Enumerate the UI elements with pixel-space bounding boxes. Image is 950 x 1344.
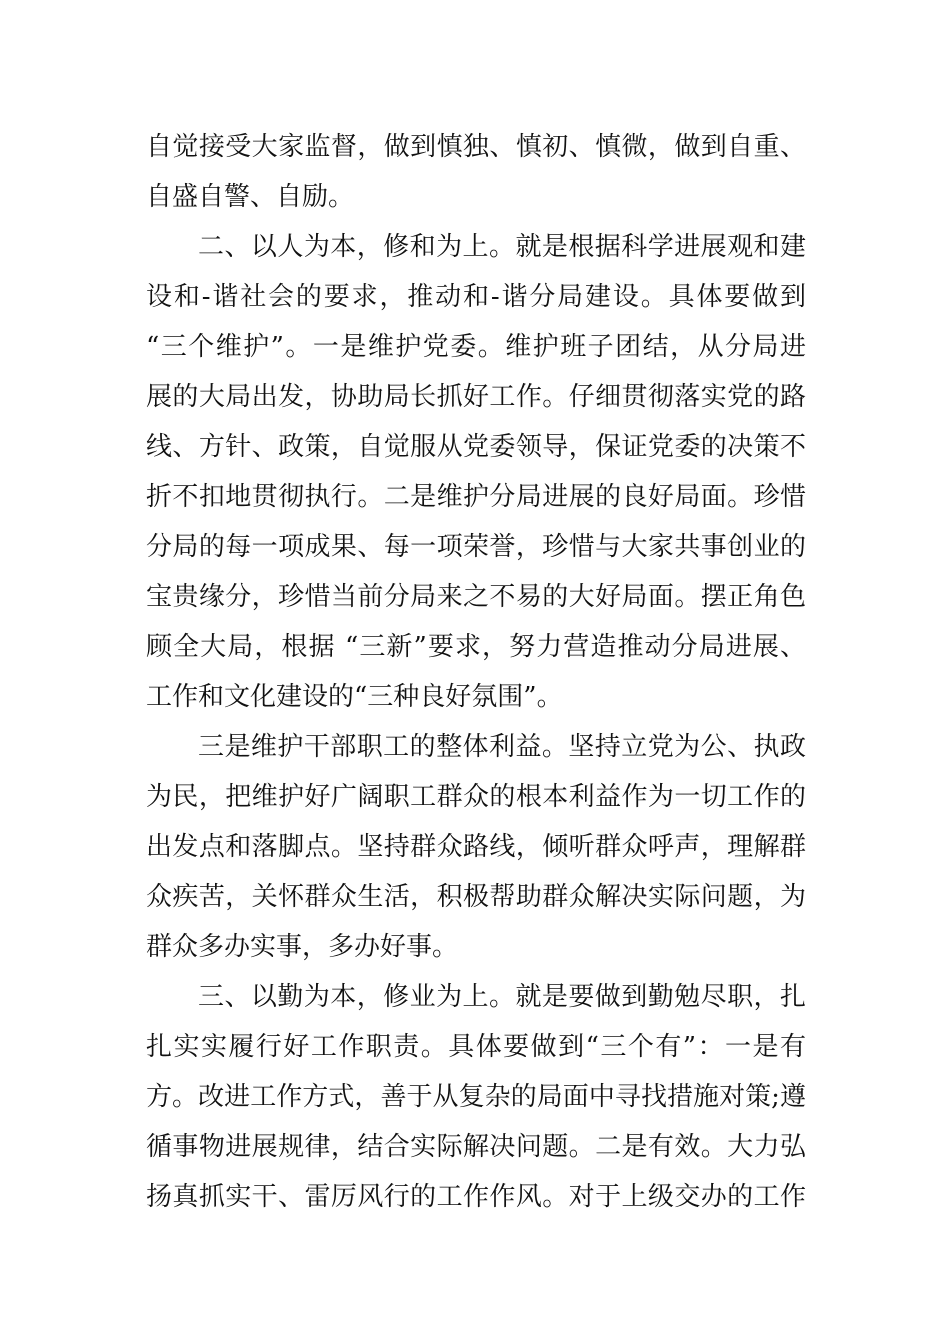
text-line: 众疾苦，关怀群众生活，积极帮助群众解决实际问题，为	[146, 882, 806, 912]
text-line: 三是维护干部职工的整体利益。坚持立党为公、执政	[198, 732, 806, 762]
text-line: 设和-谐社会的要求，推动和-谐分局建设。具体要做到	[146, 282, 806, 312]
text-line: 扬真抓实干、雷厉风行的工作作风。对于上级交办的工作	[146, 1182, 806, 1212]
text-line: 方。改进工作方式，善于从复杂的局面中寻找措施对策;遵	[146, 1082, 806, 1112]
text-line: 三、以勤为本，修业为上。就是要做到勤勉尽职，扎	[198, 982, 806, 1012]
text-line: 群众多办实事，多办好事。	[146, 932, 459, 962]
text-line: 自觉接受大家监督，做到慎独、慎初、慎微，做到自重、	[146, 132, 806, 162]
text-line: 折不扣地贯彻执行。二是维护分局进展的良好局面。珍惜	[146, 482, 806, 512]
text-line: 工作和文化建设的“三种良好氛围”。	[146, 682, 563, 712]
text-line: 循事物进展规律，结合实际解决问题。二是有效。大力弘	[146, 1132, 806, 1162]
text-line: 分局的每一项成果、每一项荣誉，珍惜与大家共事创业的	[146, 532, 806, 562]
text-line: 顾全大局，根据 “三新”要求，努力营造推动分局进展、	[146, 632, 806, 662]
text-line: “三个维护”。一是维护党委。维护班子团结，从分局进	[146, 332, 806, 362]
text-line: 为民，把维护好广阔职工群众的根本利益作为一切工作的	[146, 782, 806, 812]
text-line: 扎实实履行好工作职责。具体要做到“三个有”：一是有	[146, 1032, 806, 1062]
text-line: 出发点和落脚点。坚持群众路线，倾听群众呼声，理解群	[146, 832, 806, 862]
text-line: 宝贵缘分，珍惜当前分局来之不易的大好局面。摆正角色	[146, 582, 806, 612]
text-line: 自盛自警、自励。	[146, 182, 355, 212]
text-line: 二、以人为本，修和为上。就是根据科学进展观和建	[198, 232, 806, 262]
text-line: 线、方针、政策，自觉服从党委领导，保证党委的决策不	[146, 432, 806, 462]
document-body	[146, 122, 806, 1222]
text-line: 展的大局出发，协助局长抓好工作。仔细贯彻落实党的路	[146, 382, 806, 412]
